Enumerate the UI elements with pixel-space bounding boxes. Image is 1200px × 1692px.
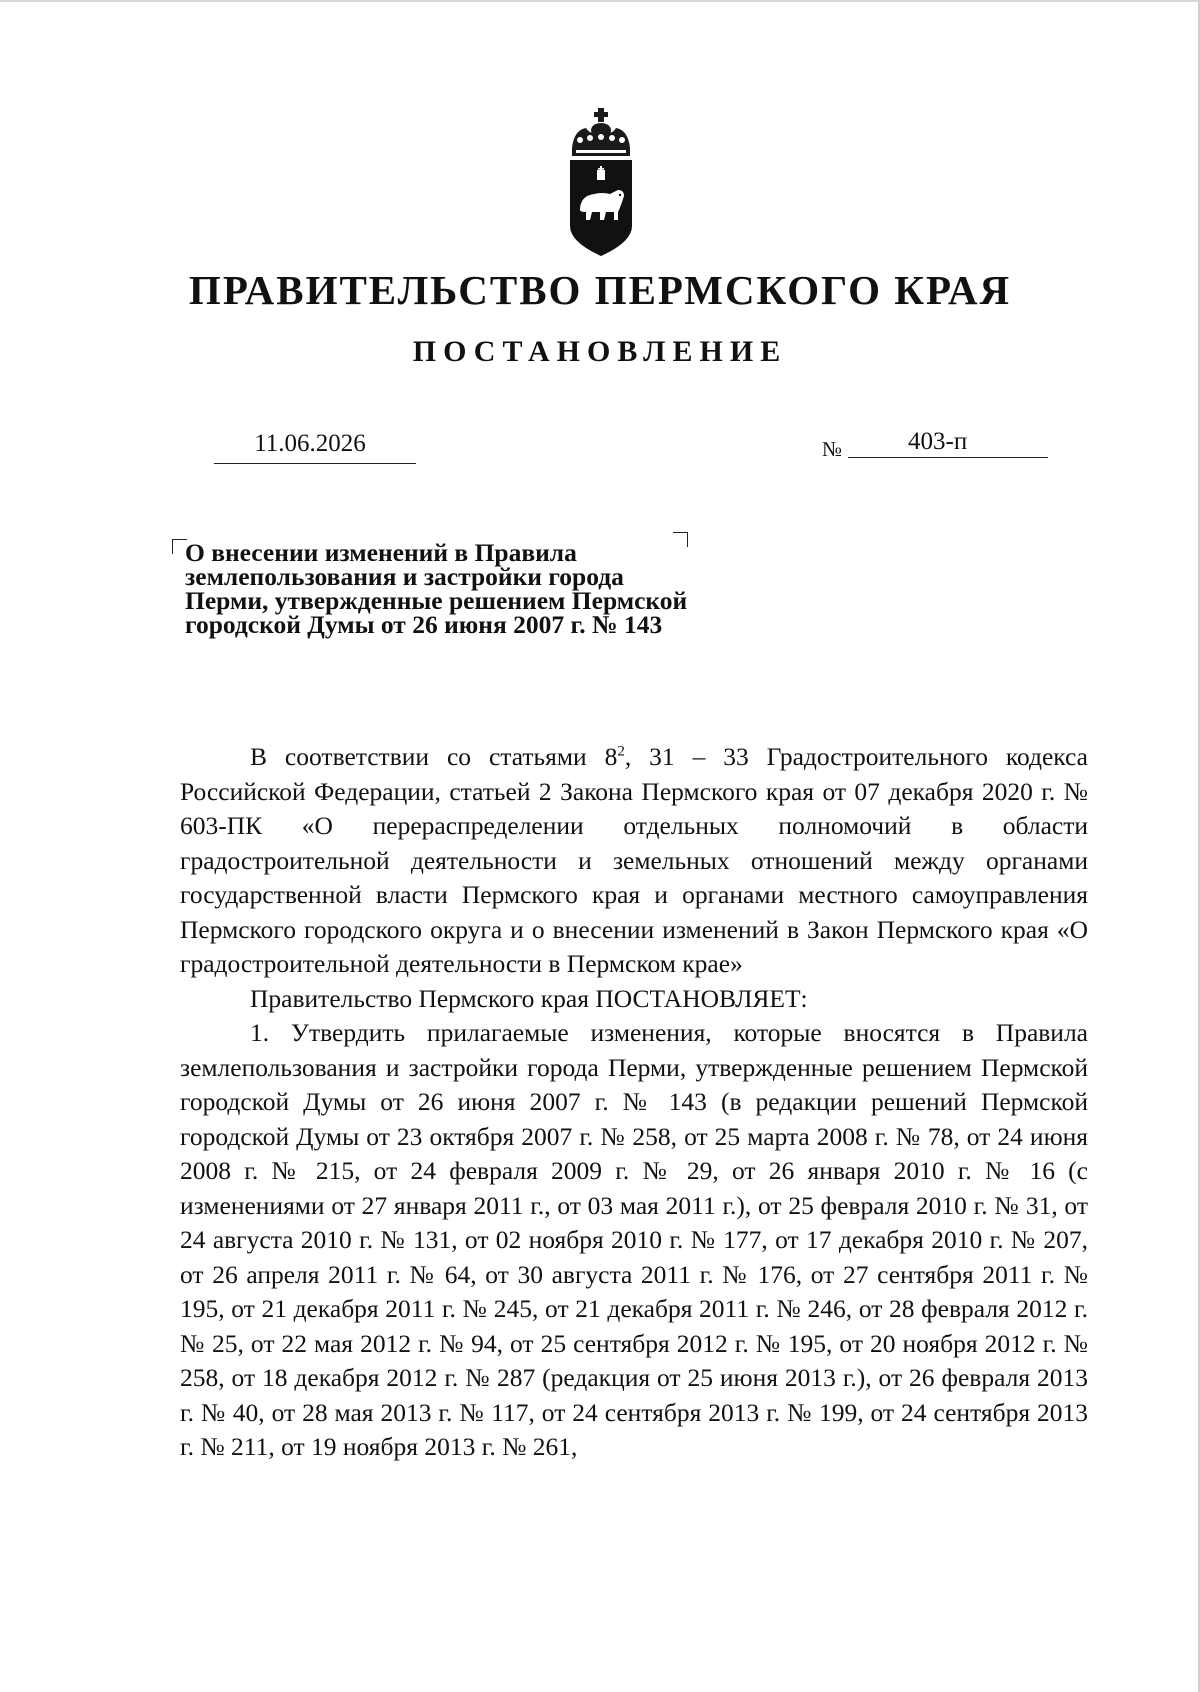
preamble-text-end: , 31 – 33 Градостроительного кодекса Российской Федерации, статьей 2 Закона Пермского края от 07 декабря 2020 г. № 603-ПК «О перераспределении отдельных полномочий в области градостроительной деятельности и земельных отношений между органами государственной власти Пермского края и органами местного самоуправления Пермского городского округа и о внесении изменений в Закон Пермского края «О градостроительной деятельности в Пермском крае»: [180, 742, 1088, 978]
item-1-paragraph: 1. Утвердить прилагаемые изменения, которые вносятся в Правила землепользования и застройки города Перми, утвержденные решением Пермской городской Думы от 26 июня 2007 г. № 143 (в редакции решений Пермской городской Думы от 23 октября 2007 г. № 258, от 25 марта 2008 г. № 78, от 24 июня 2008 г. № 215, от 24 февраля 2009 г. № 29, от 26 января 2010 г. № 16 (с изменениями от 27 января 2011 г., от 03 мая 2011 г.), от 25 февраля 2010 г. № 31, от 24 августа 2010 г. № 131, от 02 ноября 2010 г. № 177, от 17 декабря 2010 г. № 207, от 26 апреля 2011 г. № 64, от 30 августа 2011 г. № 176, от 27 сентября 2011 г. № 195, от 21 декабря 2011 г. № 245, от 21 декабря 2011 г. № 246, от 28 февраля 2012 г. № 25, от 22 мая 2012 г. № 94, от 25 сентября 2012 г. № 195, от 20 ноября 2012 г. № 258, от 18 декабря 2012 г. № 287 (редакция от 25 июня 2013 г.), от 26 февраля 2013 г. № 40, от 28 мая 2013 г. № 117, от 24 сентября 2013 г. № 199, от 24 сентября 2013 г. № 211, от 19 ноября 2013 г. № 261,: [180, 1018, 1088, 1461]
coat-of-arms-icon: [566, 108, 636, 260]
document-body: [180, 740, 1088, 1465]
resolves-paragraph: Правительство Пермского края ПОСТАНОВЛЯЕТ:: [250, 983, 808, 1013]
subject-title: [185, 538, 745, 639]
subject-line: О внесении изменений в Правила: [185, 538, 577, 567]
government-title: ПРАВИТЕЛЬСТВО ПЕРМСКОГО КРАЯ: [188, 267, 1012, 313]
article-superscript: 2: [617, 743, 625, 760]
preamble-paragraph: [180, 740, 1088, 982]
subject-line: городской Думы от 26 июня 2007 г. № 143: [185, 610, 663, 639]
subject-line: землепользования и застройки города: [185, 562, 624, 591]
number-sign: №: [822, 437, 843, 461]
subject-line: Перми, утвержденные решением Пермской: [185, 586, 688, 615]
scan-edge-top: [0, 0, 1200, 2]
document-type: ПОСТАНОВЛЕНИЕ: [412, 335, 788, 368]
preamble-text-start: В соответствии со статьями 8: [250, 742, 618, 771]
document-date: 11.06.2026: [214, 430, 416, 464]
document-number: 403-п: [848, 428, 1048, 458]
